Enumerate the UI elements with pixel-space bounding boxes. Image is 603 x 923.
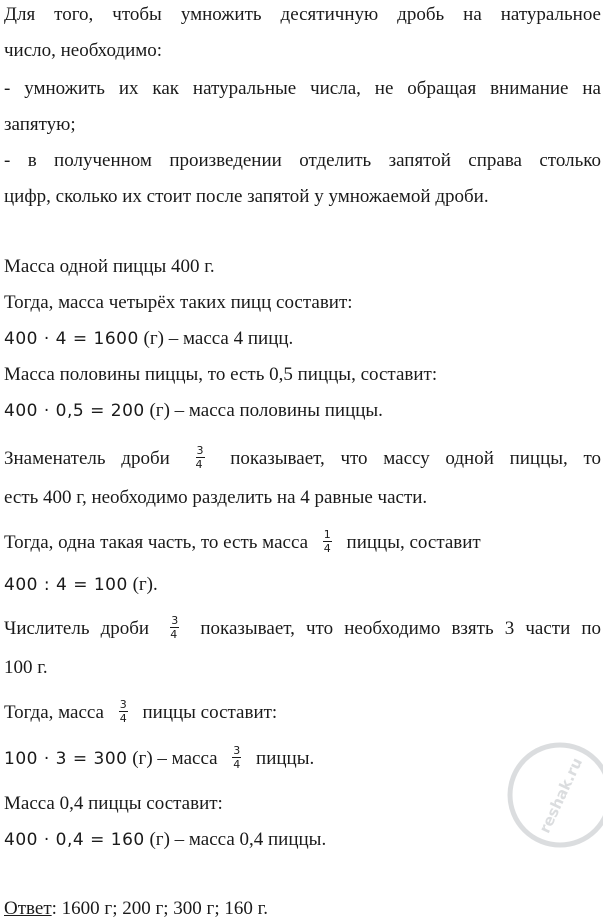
then-three-text-a: Тогда, масса bbox=[4, 701, 104, 723]
equation-3-tail: (г). bbox=[127, 574, 158, 595]
rule-line-3: - умножить их как натуральные числа, не обращая внимание на bbox=[4, 78, 601, 99]
answer-label: Ответ bbox=[4, 898, 52, 919]
fraction-three-quarters bbox=[232, 744, 241, 771]
fraction-denominator: 4 bbox=[233, 758, 241, 771]
equation-5-tail: (г) – масса 0,4 пиццы. bbox=[144, 829, 327, 850]
equation-1 bbox=[4, 327, 293, 351]
fraction-denominator: 4 bbox=[195, 458, 203, 471]
rule-line-2: число, необходимо: bbox=[4, 40, 163, 61]
numerator-line-2: 100 г. bbox=[4, 657, 48, 678]
rule-line-6: цифр, сколько их стоит после запятой у умножаемой дроби. bbox=[4, 186, 489, 207]
fraction-numerator: 1 bbox=[323, 528, 331, 541]
mass-one-pizza: Масса одной пиццы 400 г. bbox=[4, 256, 215, 277]
half-pizza-intro: Масса половины пиццы, то есть 0,5 пиццы, составит: bbox=[4, 364, 438, 385]
denominator-line bbox=[4, 446, 601, 473]
denominator-text-a: Знаменатель дроби bbox=[4, 447, 170, 469]
numerator-line bbox=[4, 616, 601, 643]
rule-line-5: - в полученном произведении отделить запятой справа столько bbox=[4, 150, 601, 171]
fraction-denominator: 4 bbox=[119, 712, 127, 725]
then-three-line bbox=[4, 700, 277, 727]
equation-4-tail-a: (г) – масса bbox=[127, 747, 218, 769]
then-four-pizzas: Тогда, масса четырёх таких пицц составит: bbox=[4, 292, 353, 313]
equation-5 bbox=[4, 828, 326, 852]
equation-3-expr: 400 : 4 = 100 bbox=[4, 575, 128, 595]
numerator-text-a: Числитель дроби bbox=[4, 617, 150, 639]
answer-text: : 1600 г; 200 г; 300 г; 160 г. bbox=[51, 898, 269, 919]
fraction-numerator: 3 bbox=[119, 698, 127, 711]
svg-text:reshak.ru: reshak.ru bbox=[535, 754, 587, 836]
equation-2-tail: (г) – масса половины пиццы. bbox=[144, 400, 383, 421]
equation-2 bbox=[4, 399, 383, 423]
fraction-numerator: 3 bbox=[196, 444, 204, 457]
one-part-text-b: пиццы, составит bbox=[346, 531, 481, 553]
fraction-one-quarter bbox=[323, 528, 332, 555]
fraction-numerator: 3 bbox=[171, 614, 179, 627]
one-part-line bbox=[4, 530, 481, 557]
answer-line bbox=[4, 897, 268, 921]
equation-4-tail-b: пиццы. bbox=[256, 747, 315, 769]
equation-2-expr: 400 · 0,5 = 200 bbox=[4, 401, 145, 421]
denominator-text-b: показывает, что массу одной пиццы, то bbox=[230, 447, 602, 469]
equation-4-expr: 100 · 3 = 300 bbox=[4, 748, 128, 769]
equation-5-expr: 400 · 0,4 = 160 bbox=[4, 830, 145, 850]
fraction-denominator: 4 bbox=[170, 628, 178, 641]
fraction-numerator: 3 bbox=[233, 744, 241, 757]
rule-line-4: запятую; bbox=[4, 114, 76, 135]
then-three-text-b: пиццы составит: bbox=[142, 701, 278, 723]
denominator-line-2: есть 400 г, необходимо разделить на 4 равные части. bbox=[4, 487, 428, 508]
fraction-three-quarters bbox=[119, 698, 128, 725]
fraction-three-quarters bbox=[196, 444, 205, 471]
watermark-logo bbox=[500, 735, 603, 855]
equation-1-tail: (г) – масса 4 пицц. bbox=[138, 328, 294, 349]
equation-3 bbox=[4, 573, 158, 597]
mass-04-intro: Масса 0,4 пиццы составит: bbox=[4, 793, 223, 814]
equation-4 bbox=[4, 746, 314, 773]
one-part-text-a: Тогда, одна такая часть, то есть масса bbox=[4, 531, 309, 553]
equation-1-expr: 400 · 4 = 1600 bbox=[4, 329, 139, 349]
fraction-denominator: 4 bbox=[323, 542, 331, 555]
numerator-text-b: показывает, что необходимо взять 3 части по bbox=[200, 617, 602, 639]
fraction-three-quarters bbox=[170, 614, 179, 641]
rule-line-1: Для того, чтобы умножить десятичную дробь на натуральное bbox=[4, 4, 601, 25]
